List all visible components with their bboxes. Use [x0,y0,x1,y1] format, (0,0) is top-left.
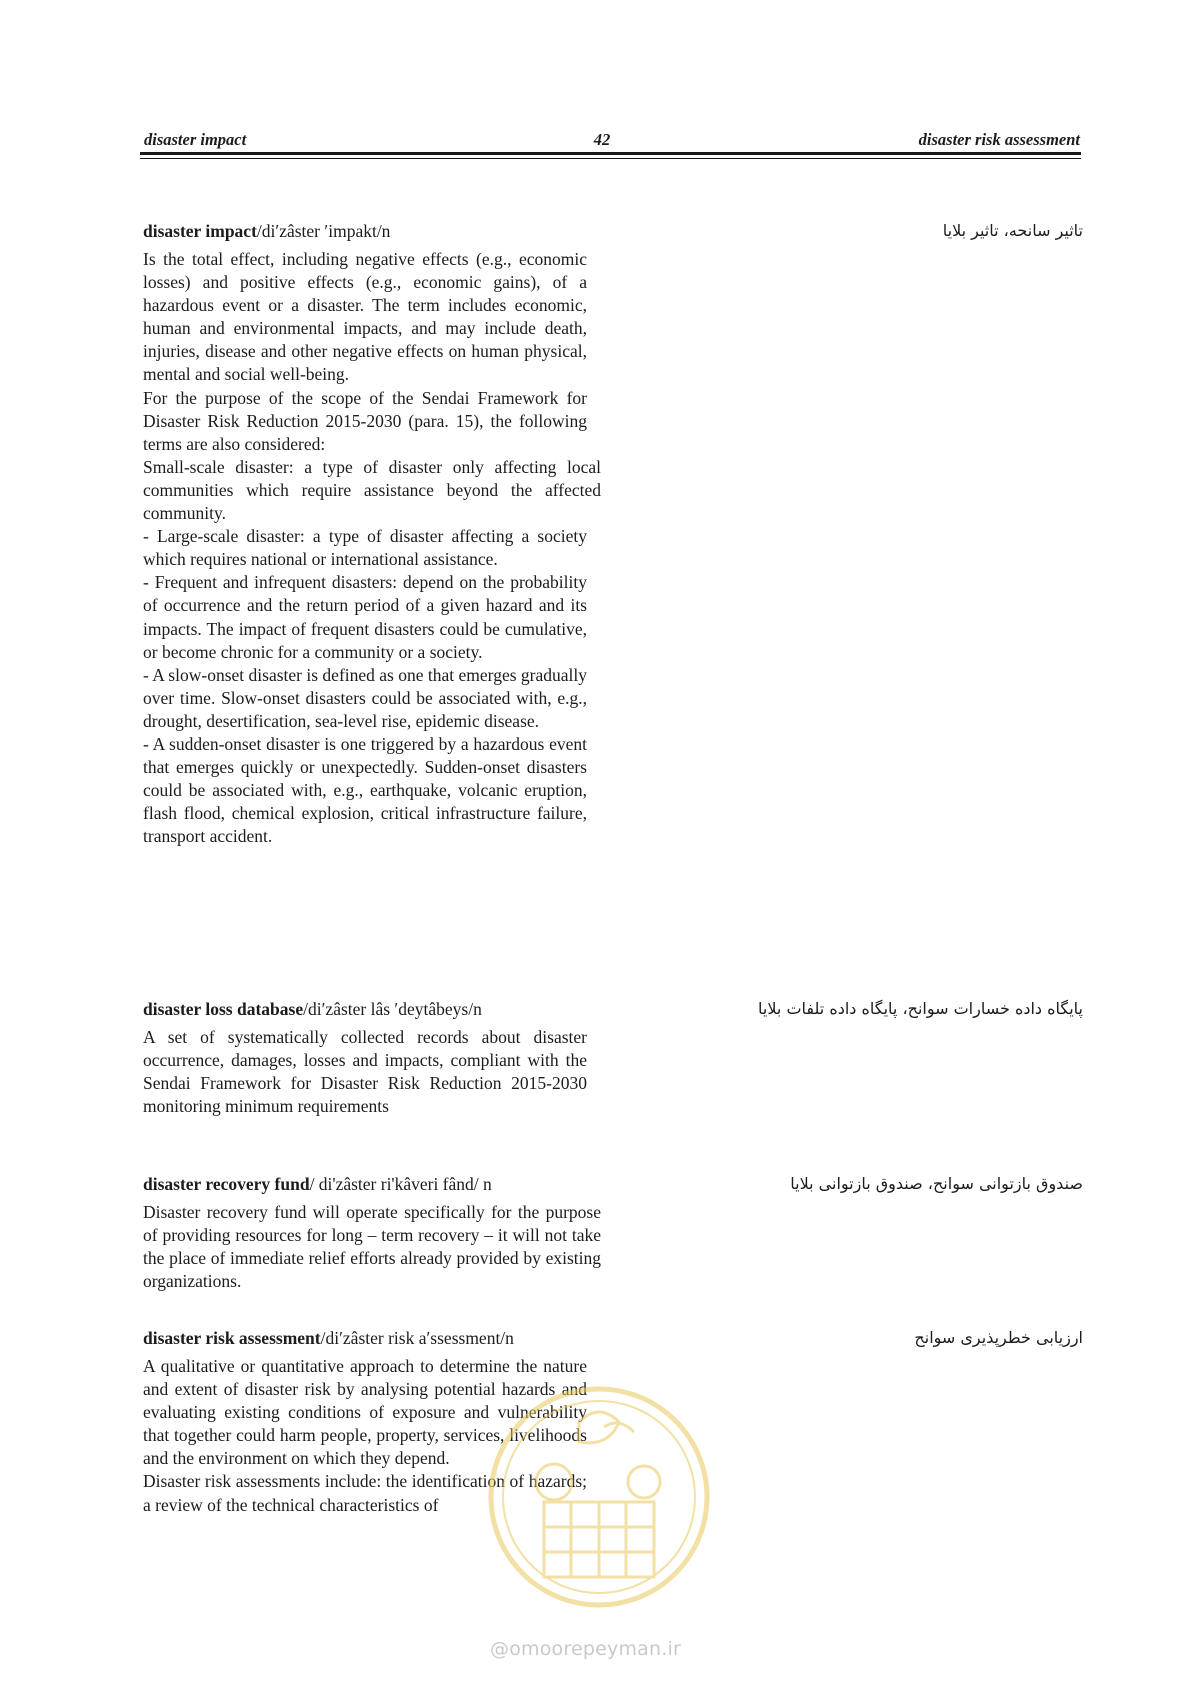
definition-paragraph: Disaster risk assessments include: the identification of hazards; a review of the technical characteristics of [143,1471,587,1515]
header-left-term: disaster impact [144,130,247,149]
header-right-term: disaster risk assessment [918,130,1080,149]
persian-equivalent: ارزیابی خطرپذیری سوانح [914,1328,1083,1347]
definition-paragraph: - Frequent and infrequent disasters: depend on the probability of occurrence and the return period of a given hazard and its impacts. The impact of frequent disasters could be cumulative, or become chronic for a community or a society. [143,572,587,662]
term-name: disaster recovery fund [143,1174,310,1194]
persian-equivalent: پایگاه داده خسارات سوانح، پایگاه داده تلفات بلایا [758,999,1083,1018]
entry-headword [143,1327,587,1349]
term-pronunciation: /di′zâster ′impakt/n [256,221,391,241]
entry-disaster-impact [143,220,601,848]
definition-paragraph: Disaster recovery fund will operate specifically for the purpose of providing resources for long – term recovery – it will not take the place of immediate relief efforts already provided by existing organizations. [143,1202,601,1292]
definition-paragraph: Is the total effect, including negative effects (e.g., economic losses) and positive effects (e.g., economic gains), of a hazardous event or a disaster. The term includes economic, human and environmental impacts, and may include death, injuries, disease and other negative effects on human physical, mental and social well-being. [143,249,587,385]
persian-equivalent: تاثیر سانحه، تاثیر بلایا [942,221,1083,240]
definition-paragraph: - Large-scale disaster: a type of disaster affecting a society which requires national or international assistance. [143,526,587,570]
entry-definition [143,1026,587,1118]
watermark-stamp-icon [484,1382,714,1612]
persian-equivalent: صندوق بازتوانی سوانح، صندوق بازتوانی بلایا [790,1174,1083,1193]
entry-disaster-loss-database [143,998,587,1118]
entry-headword [143,1173,601,1195]
term-name: disaster risk assessment [143,1328,321,1348]
definition-paragraph: A qualitative or quantitative approach to determine the nature and extent of disaster risk by analysing potential hazards and evaluating existing conditions of exposure and vulnerability that together could harm people, property, services, livelihoods and the environment on which they depend. [143,1356,587,1469]
definition-paragraph: Small-scale disaster: a type of disaster only affecting local communities which require assistance beyond the affected community. [143,456,601,524]
term-pronunciation: /di′zâster lâs ′deytâbeys/n [303,999,482,1019]
entry-headword [143,220,601,242]
watermark-site-text: @omoorepeyman.ir [490,1638,681,1660]
entry-definition [143,1201,601,1293]
page-number: 42 [593,130,611,149]
definition-paragraph: A set of systematically collected records about disaster occurrence, damages, losses and impacts, compliant with the Sendai Framework for Disaster Risk Reduction 2015-2030 monitoring minimum requirements [143,1027,587,1117]
definition-paragraph: - A slow-onset disaster is defined as one that emerges gradually over time. Slow-onset disasters could be associated with, e.g., drought, desertification, sea-level rise, epidemic disease. [143,664,587,731]
header-rule-thin [140,158,1081,159]
entry-headword [143,998,587,1020]
entry-definition [143,248,601,848]
entry-disaster-recovery-fund [143,1173,601,1293]
term-name: disaster impact [143,221,257,241]
running-header [140,128,1080,150]
definition-paragraph: - A sudden-onset disaster is one triggered by a hazardous event that emerges quickly or unexpectedly. Sudden-onset disasters could be associated with, e.g., earthquake, volcanic eruption, flash flood, chemical explosion, critical infrastructure failure, transport accident. [143,733,587,847]
term-name: disaster loss database [143,999,304,1019]
header-rule-thick [140,152,1081,155]
term-pronunciation: /di′zâster risk a′ssessment/n [320,1328,514,1348]
definition-paragraph: For the purpose of the scope of the Sendai Framework for Disaster Risk Reduction 2015-2030 (para. 15), the following terms are also considered: [143,387,587,454]
term-pronunciation: / di'zâster ri'kâveri fând/ n [309,1174,492,1194]
